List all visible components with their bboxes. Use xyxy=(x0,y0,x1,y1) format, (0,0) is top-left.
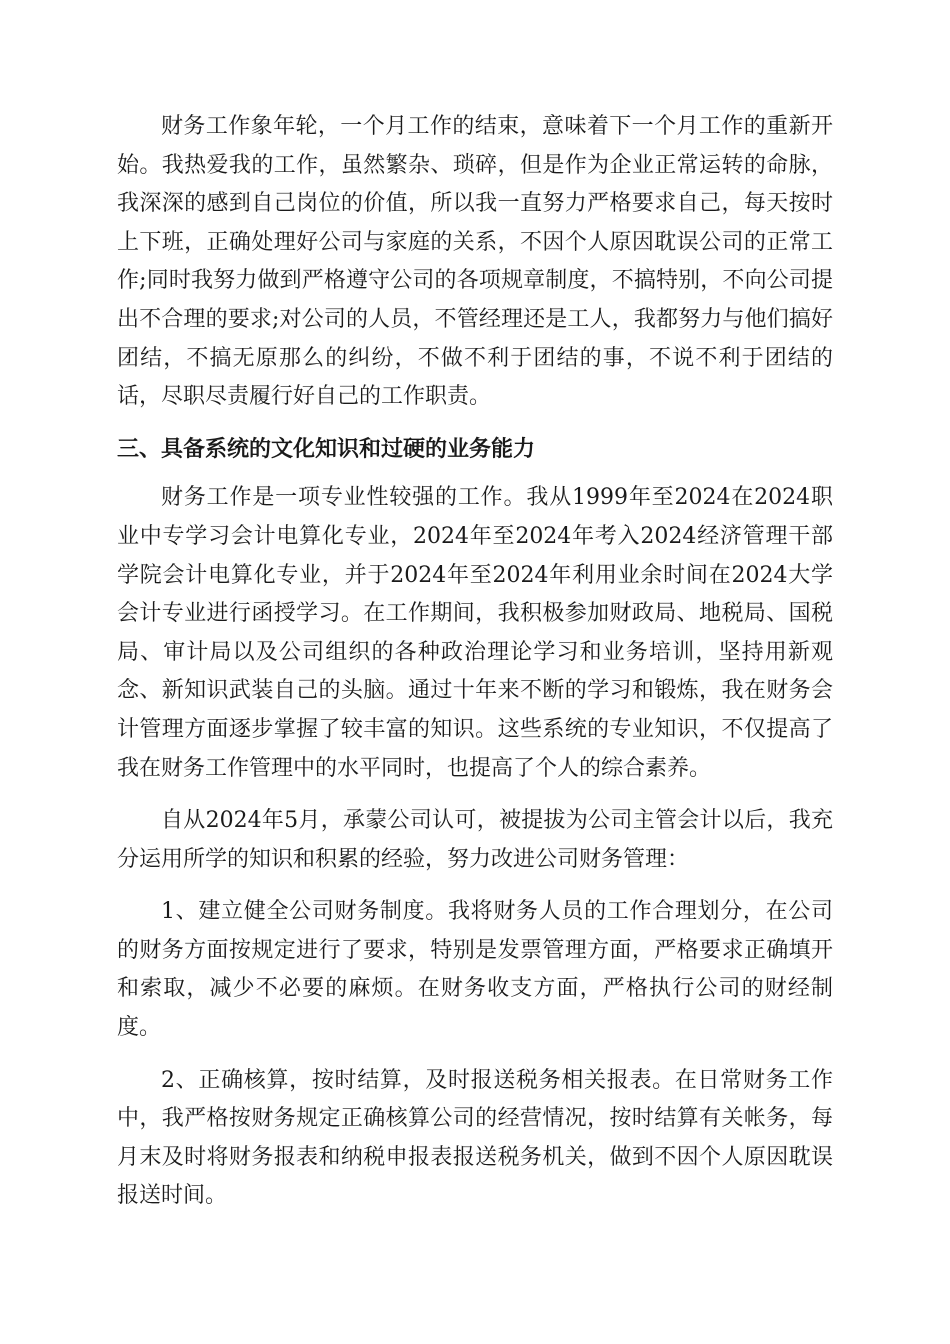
document-body xyxy=(117,108,833,1216)
paragraph-promotion: 自从2024年5月，承蒙公司认可，被提拔为公司主管会计以后，我充分运用所学的知识和积累的经验，努力改进公司财务管理： xyxy=(117,808,833,872)
paragraph-work-attitude: 财务工作象年轮，一个月工作的结束，意味着下一个月工作的重新开始。我热爱我的工作，虽然繁杂、琐碎，但是作为企业正常运转的命脉，我深深的感到自己岗位的价值，所以我一直努力严格要求自己，每天按时上下班，正确处理好公司与家庭的关系，不因个人原因耽误公司的正常工作;同时我努力做到严格遵守公司的各项规章制度，不搞特别，不向公司提出不合理的要求;对公司的人员，不管经理还是工人，我都努力与他们搞好团结，不搞无原那么的纠纷，不做不利于团结的事，不说不利于团结的话，尽职尽责履行好自己的工作职责。 xyxy=(117,114,833,410)
paragraph-item-2: 2、正确核算，按时结算，及时报送税务相关报表。在日常财务工作中，我严格按财务规定正确核算公司的经营情况，按时结算有关帐务，每月末及时将财务报表和纳税申报表报送税务机关，做到不因个人原因耽误报送时间。 xyxy=(117,1067,833,1209)
paragraph-education: 财务工作是一项专业性较强的工作。我从1999年至2024在2024职业中专学习会计电算化专业，2024年至2024年考入2024经济管理干部学院会计电算化专业，并于2024年至2024年利用业余时间在2024大学会计专业进行函授学习。在工作期间，我积极参加财政局、地税局、国税局、审计局以及公司组织的各种政治理论学习和业务培训，坚持用新观念、新知识武装自己的头脑。通过十年来不断的学习和锻炼，我在财务会计管理方面逐步掌握了较丰富的知识。这些系统的专业知识，不仅提高了我在财务工作管理中的水平同时，也提高了个人的综合素养。 xyxy=(117,485,833,781)
section-heading: 三、具备系统的文化知识和过硬的业务能力 xyxy=(117,436,536,462)
paragraph-item-1: 1、建立健全公司财务制度。我将财务人员的工作合理划分，在公司的财务方面按规定进行了要求，特别是发票管理方面，严格要求正确填开和索取，减少不必要的麻烦。在财务收支方面，严格执行公司的财经制度。 xyxy=(117,899,833,1041)
